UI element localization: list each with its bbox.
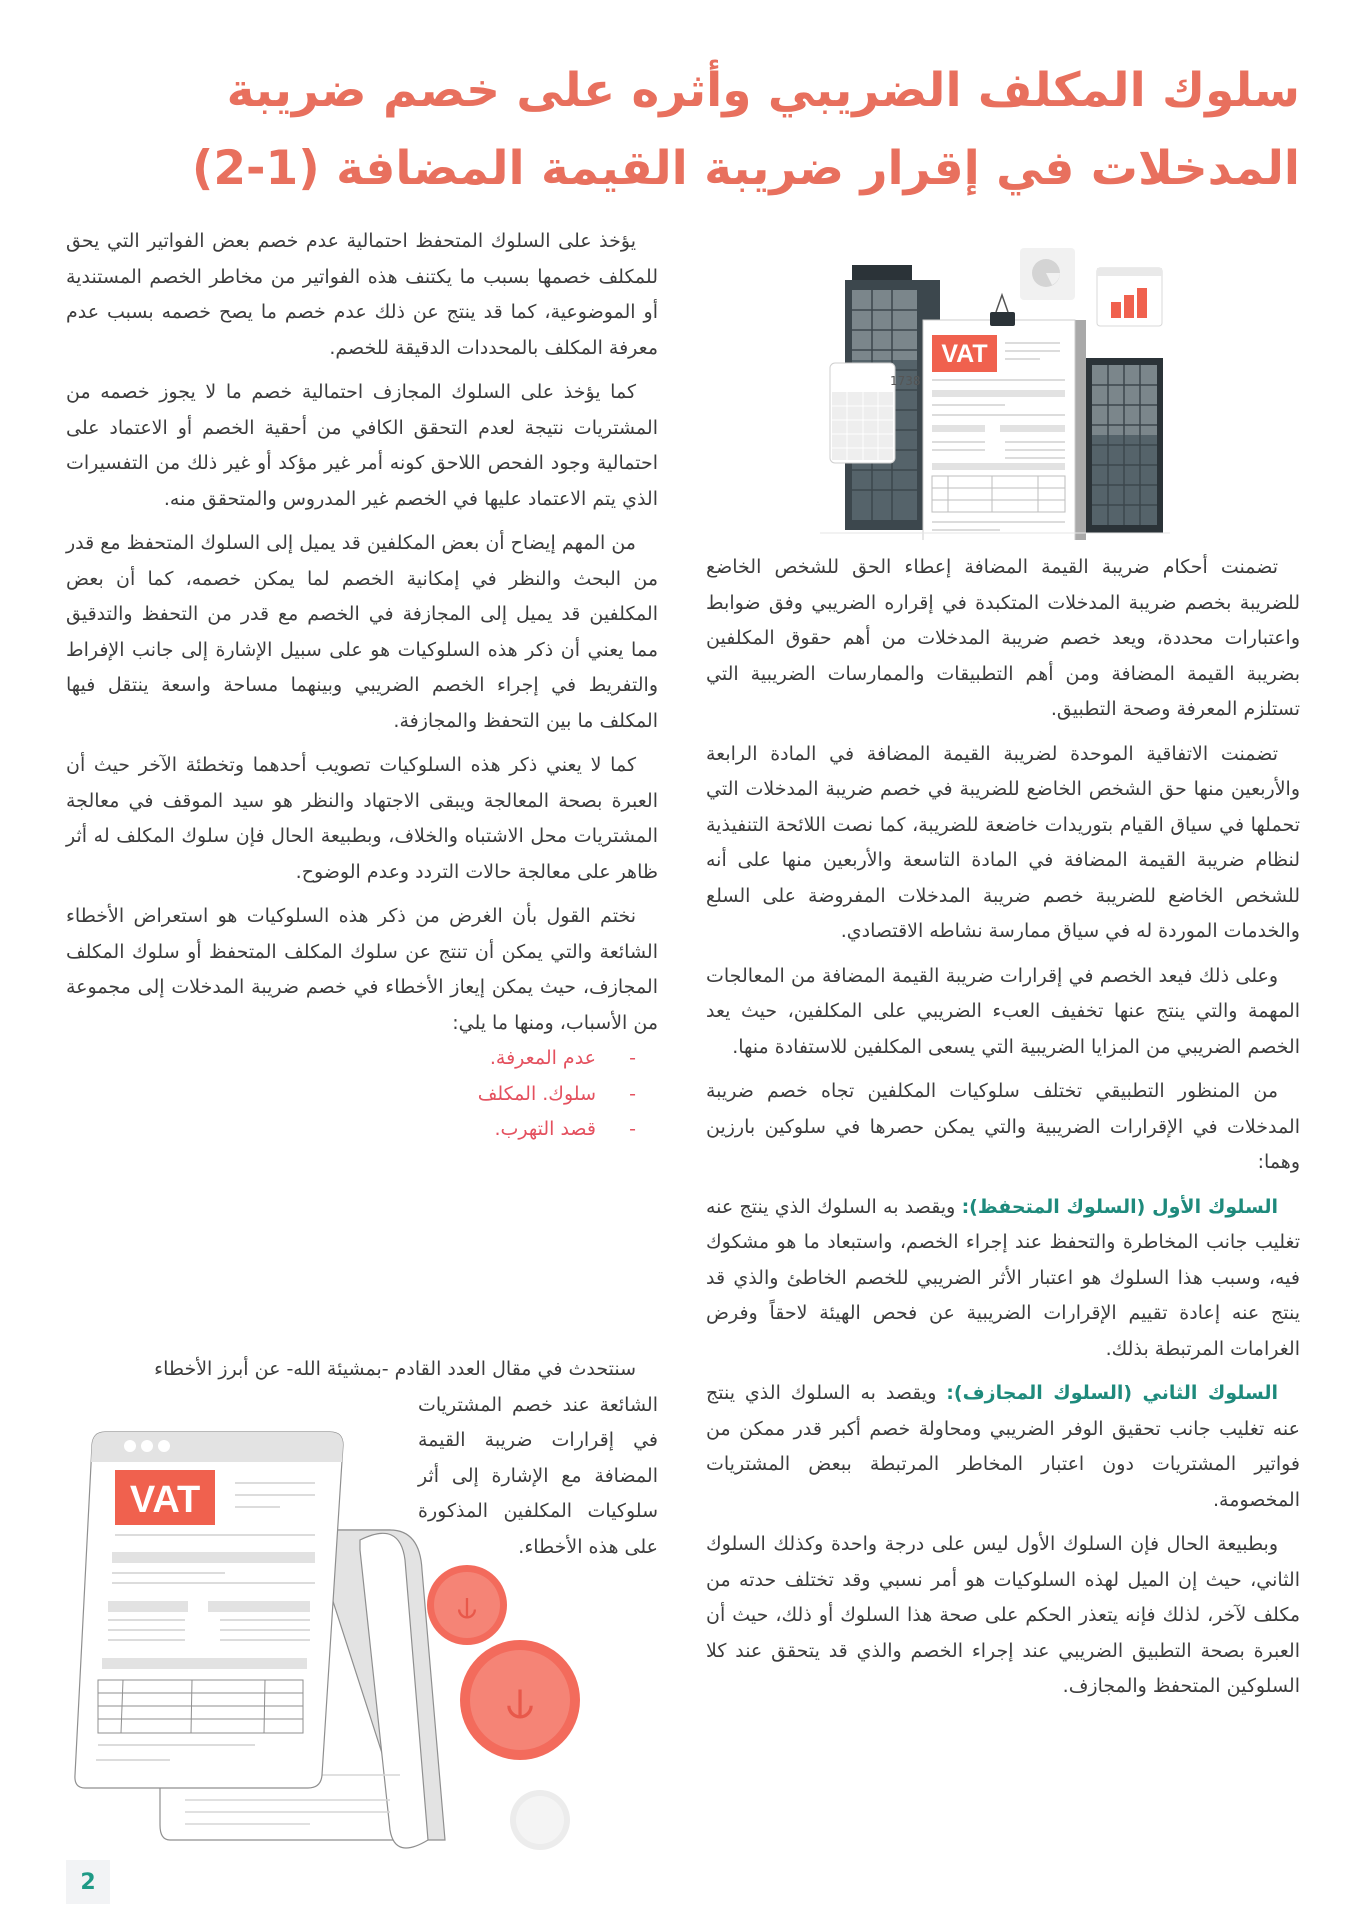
paragraph: من المهم إيضاح أن بعض المكلفين قد يميل إلى السلوك المتحفظ مع قدر من البحث والنظر في إمكانية الخصم لما يمكن خصمه، كما أن بعض المكلفين قد يميل إلى المجازفة في الخصم مع قدر من التحفظ والتدقيق مما يعني أن ذكر هذه السلوكيات هو على سبيل الإشارة إلى جانب الإفراط والتفريط في إجراء الخصم الضريبي وبينهما مساحة واسعة ينتقل فيها المكلف ما بين التحفظ والمجازفة.: [66, 532, 658, 732]
vat-invoice-coins-illustration: [60, 1420, 590, 1860]
right-column: [706, 550, 1300, 1714]
riyal-symbol: ⫝: [505, 1674, 535, 1730]
paragraph: تضمنت أحكام ضريبة القيمة المضافة إعطاء الحق للشخص الخاضع للضريبة بخصم ضريبة المدخلات المتكبدة في إقراره الضريبي وفق ضوابط واعتبارات محددة، ويعد خصم ضريبة المدخلات من أهم حقوق المكلفين بضريبة القيمة المضافة ومن أهم التطبيقات والممارسات الضريبية التي تستلزم المعرفة وصحة التطبيق.: [706, 556, 1300, 720]
closing-text: الشائعة عند خصم المشتريات في إقرارات ضريبة القيمة المضافة مع الإشارة إلى أثر سلوكيات المكلفين المذكورة على هذه الأخطاء.: [418, 1393, 658, 1558]
bullet-marker: -: [629, 1082, 636, 1105]
behavior-2-heading: السلوك الثاني (السلوك المجازف):: [946, 1382, 1278, 1404]
bullet-marker: -: [629, 1047, 636, 1069]
vat-invoice-icon: [75, 1432, 343, 1788]
page-number: 2: [66, 1860, 110, 1904]
list-item-text: عدم المعرفة.: [489, 1047, 596, 1069]
paragraph: وعلى ذلك فيعد الخصم في إقرارات ضريبة القيمة المضافة من المعالجات المهمة والتي ينتج عنها تخفيف العبء الضريبي على المكلفين، حيث يعد الخصم الضريبي من المزايا الضريبية التي يسعى المكلفين للاستفادة منها.: [706, 964, 1300, 1058]
vat-form-icon: [923, 295, 1086, 540]
coin-faded-icon: [510, 1790, 570, 1850]
calculator-display: 1738: [890, 374, 921, 388]
vat-label: VAT: [941, 340, 988, 368]
vat-document-illustration: [820, 240, 1170, 540]
paragraph: نختم القول بأن الغرض من ذكر هذه السلوكيات هو استعراض الأخطاء الشائعة والتي يمكن أن تنتج عن سلوك المكلف المتحفظ أو سلوك المكلف المجازف، حيث يمكن إيعاز الأخطاء في خصم ضريبة المدخلات إلى مجموعة من الأسباب، ومنها ما يلي:: [66, 905, 658, 1034]
bullet-marker: -: [629, 1118, 636, 1140]
title-line-2: المدخلات في إقرار ضريبة القيمة المضافة (1-2): [191, 141, 1300, 196]
vat-invoice-svg: [60, 1420, 590, 1860]
pie-chart-icon: [1020, 248, 1075, 300]
article-title: [60, 52, 1300, 208]
behavior-1-heading: السلوك الأول (السلوك المتحفظ):: [961, 1195, 1279, 1218]
paragraph: من المنظور التطبيقي تختلف سلوكيات المكلفين تجاه خصم ضريبة المدخلات في الإقرارات الضريبية والتي يمكن حصرها في سلوكين بارزين وهما:: [706, 1080, 1300, 1173]
list-item: [66, 1077, 636, 1113]
paragraph: تضمنت الاتفاقية الموحدة لضريبة القيمة المضافة في المادة الرابعة والأربعين منها حق الشخص الخاضع للضريبة في خصم ضريبة المدخلات التي تحملها في سياق القيام بتوريدات خاضعة للضريبة، كما نصت اللائحة التنفيذية لنظام ضريبة القيمة المضافة في المادة التاسعة والأربعين منها على أنه للشخص الخاضع للضريبة خصم ضريبة المدخلات المفروضة على السلع والخدمات الموردة له في سياق ممارسة نشاطه الاقتصادي.: [706, 742, 1300, 942]
closing-line-1: سنتحدث في مقال العدد القادم -بمشيئة الله- عن أبرز الأخطاء: [154, 1358, 636, 1380]
coin-icon: [427, 1565, 507, 1645]
vat-buildings-illustration: [820, 240, 1170, 540]
paragraph: وبطبيعة الحال فإن السلوك الأول ليس على درجة واحدة وكذلك السلوك الثاني، حيث إن الميل لهذه السلوكيات هو أمر نسبي وقد تختلف حدته من مكلف لآخر، لذلك فإنه يتعذر الحكم على صحة هذا السلوك أو ذلك، حيث أن العبرة بصحة التطبيق الضريبي عند إجراء الخصم والذي قد يتحقق عند كلا السلوكين المتحفظ والمجازف.: [706, 1533, 1300, 1697]
building-right-icon: [1085, 358, 1163, 533]
causes-list: [66, 1041, 658, 1148]
behavior-1-paragraph: [706, 1190, 1300, 1368]
behavior-2-text: ويقصد به السلوك الذي ينتج عنه تغليب جانب تحقيق الوفر الضريبي ومحاولة خصم أكبر قدر ممكن من فواتير المشتريات دون اعتبار المخاطر المرتبطة ببعض المشتريات المخصومة.: [706, 1382, 1300, 1511]
coin-icon: [460, 1640, 580, 1760]
list-item-text: قصد التهرب.: [494, 1118, 596, 1140]
title-line-1: سلوك المكلف الضريبي وأثره على خصم ضريبة: [226, 63, 1300, 118]
bar-chart-icon: [1097, 268, 1162, 326]
paragraph: يؤخذ على السلوك المتحفظ احتمالية عدم خصم بعض الفواتير التي يحق للمكلف خصمها بسبب ما يكتنف هذه الفواتير من مخاطر الخصم المستندية أو الموضوعية، كما قد ينتج عن ذلك عدم خصم ما يصح خصمه بسبب عدم معرفة المكلف بالمحددات الدقيقة للخصم.: [66, 230, 658, 359]
paragraph: كما لا يعني ذكر هذه السلوكيات تصويب أحدهما وتخطئة الآخر حيث أن العبرة بصحة المعالجة ويبقى الاجتهاد والنظر هو سيد الموقف في معالجة المشتريات محل الاشتباه والخلاف، وبطبيعة الحال فإن سلوك المكلف له أثر ظاهر على معالجة حالات التردد وعدم الوضوح.: [66, 754, 658, 883]
paragraph: كما يؤخذ على السلوك المجازف احتمالية خصم ما لا يجوز خصمه من المشتريات نتيجة لعدم التحقق الكافي من أحقية الخصم أو الاعتماد على احتمالية وجود الفحص اللاحق كونه أمر غير مؤكد أو غير ذلك من التفسيرات الذي يتم الاعتماد عليها في الخصم غير المدروس والمتحقق منه.: [66, 381, 658, 510]
behavior-1-text: ويقصد به السلوك الذي ينتج عنه تغليب جانب المخاطرة والتحفظ عند إجراء الخصم، واستبعاد ما هو مشكوك فيه، وسبب هذا السلوك هو اعتبار الأثر الضريبي للخصم الخاطئ والذي قد ينتج عنه إعادة تقييم الإقرارات الضريبية عن فحص الهيئة لاحقاً وفرض الغرامات المرتبطة بذلك.: [706, 1195, 1300, 1360]
behavior-2-paragraph: [706, 1376, 1300, 1518]
left-column: [66, 224, 658, 1148]
riyal-symbol: ⫝: [456, 1587, 478, 1627]
list-item: [66, 1041, 636, 1077]
vat-label: VAT: [129, 1479, 201, 1521]
list-item-text: سلوك. المكلف: [477, 1082, 596, 1105]
list-item: [66, 1112, 636, 1148]
